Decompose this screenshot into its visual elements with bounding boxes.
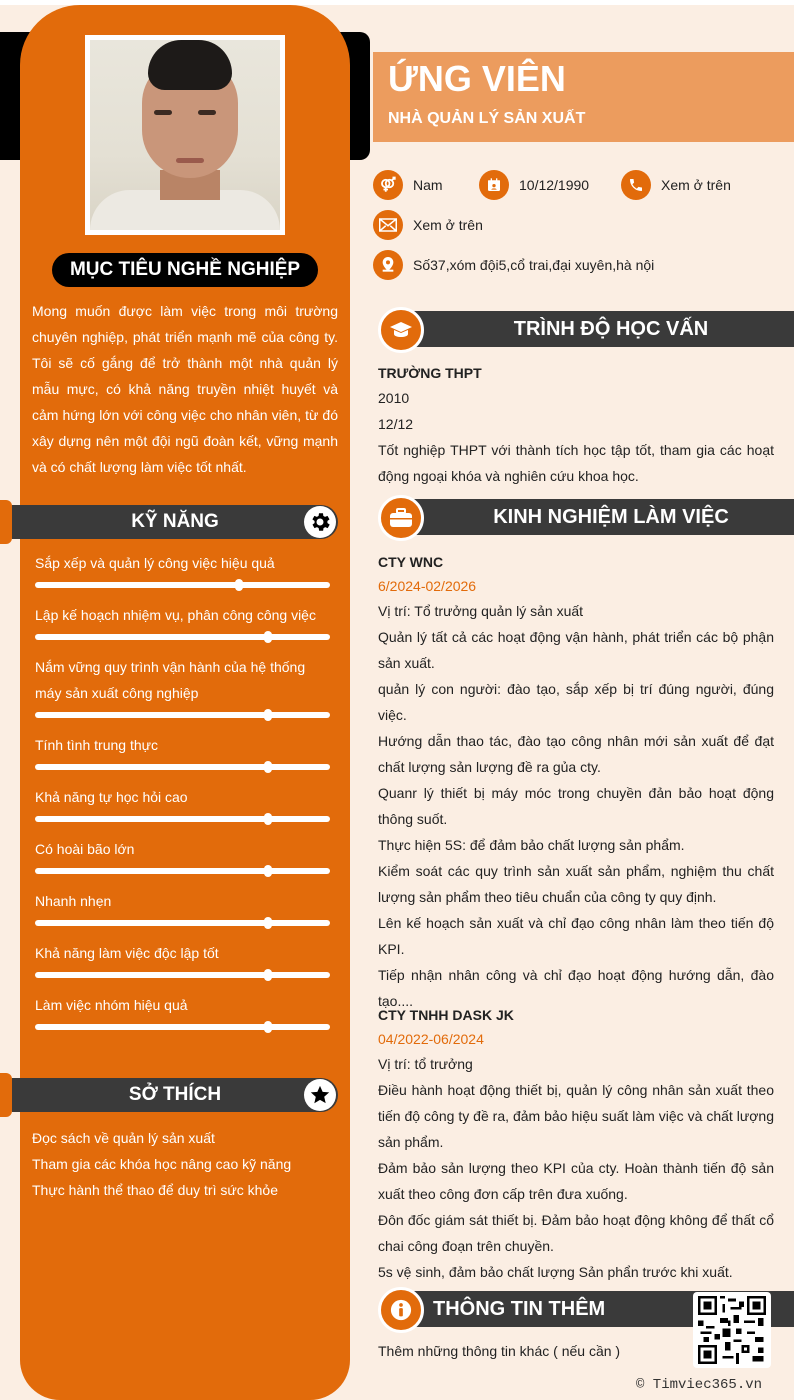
skill-label: Có hoài bão lớn <box>35 841 135 857</box>
job-detail: Thực hiện 5S: để đảm bảo chất lượng sản phẩm. <box>378 837 685 853</box>
cv-page <box>0 5 794 1400</box>
job-detail: quản lý con người: đào tạo, sắp xếp bị trí đúng người, đúng việc. <box>378 681 774 723</box>
skill-bar <box>35 712 330 718</box>
hobbies-heading <box>12 1078 338 1112</box>
skill-bar <box>35 634 330 640</box>
skill-item <box>35 888 330 926</box>
education-block <box>378 361 774 489</box>
skills-tab-accent <box>0 500 12 544</box>
job-period: 6/2024-02/2026 <box>378 578 477 594</box>
school-name: TRƯỜNG THPT <box>378 365 482 381</box>
gear-icon <box>304 506 336 538</box>
skills-heading <box>12 505 338 539</box>
gender-value: Nam <box>413 177 443 193</box>
info-icon <box>378 1287 424 1333</box>
experience-job-2 <box>378 1003 774 1285</box>
job-detail: Đảm bảo sản lượng theo KPI của cty. Hoàn thành tiến độ sản xuất theo công đơn cấp trên đưa xuống. <box>378 1160 774 1202</box>
skill-level-marker <box>264 631 272 643</box>
skill-bar <box>35 582 330 588</box>
star-icon <box>304 1079 336 1111</box>
copyright-footer: © Timviec365.vn <box>636 1377 763 1393</box>
job-detail: Đôn đốc giám sát thiết bị. Đảm bảo hoạt động không để thất cổ chai công đoạn trên chuyền. <box>378 1212 774 1254</box>
contact-gender <box>373 170 443 200</box>
name-header <box>373 52 794 142</box>
skill-level-marker <box>264 969 272 981</box>
job-detail: Tiếp nhận nhân công và chỉ đạo hoạt động hướng dẫn, đào tạo.... <box>378 967 774 1009</box>
job-detail: Quản lý tất cả các hoạt động vận hành, phát triển các bộ phận sản xuất. <box>378 629 774 671</box>
skill-bar <box>35 868 330 874</box>
skill-item <box>35 602 330 640</box>
skills-heading-label: KỸ NĂNG <box>131 511 219 532</box>
skill-label: Nhanh nhẹn <box>35 893 112 909</box>
skill-label: Khả năng làm việc độc lập tốt <box>35 945 219 961</box>
skill-level-marker <box>264 709 272 721</box>
skill-level-marker <box>264 917 272 929</box>
qr-code <box>693 1292 771 1368</box>
additional-info-heading-label: THÔNG TIN THÊM <box>398 1291 794 1327</box>
skill-label: Tính tình trung thực <box>35 737 158 753</box>
skill-item <box>35 732 330 770</box>
address-value: Số37,xóm đội5,cổ trai,đại xuyên,hà nội <box>413 257 655 273</box>
job-period: 04/2022-06/2024 <box>378 1031 484 1047</box>
education-year: 2010 <box>378 390 410 406</box>
experience-job-1 <box>378 550 774 1014</box>
skill-bar <box>35 972 330 978</box>
education-description: Tốt nghiệp THPT với thành tích học tập tốt, tham gia các hoạt động ngoại khóa và nghiên cứu khoa học. <box>378 442 774 484</box>
job-detail: Hướng dẫn thao tác, đào tạo công nhân mới sản xuất để đạt chất lượng sản lượng đề ra gủa cty. <box>378 733 774 775</box>
skill-level-marker <box>264 813 272 825</box>
contact-address <box>373 250 654 280</box>
skill-item <box>35 784 330 822</box>
hobbies-heading-label: SỞ THÍCH <box>128 1084 222 1105</box>
hobbies-tab-accent <box>0 1073 12 1117</box>
phone-value: Xem ở trên <box>661 177 731 193</box>
hobby-item: Đọc sách về quản lý sản xuất <box>32 1130 215 1146</box>
graduation-cap-icon <box>378 307 424 353</box>
contact-birthday <box>479 170 589 200</box>
skill-item <box>35 940 330 978</box>
candidate-name: ỨNG VIÊN <box>388 58 566 99</box>
skill-bar <box>35 1024 330 1030</box>
skill-bar <box>35 764 330 770</box>
objective-text: Mong muốn được làm việc trong môi trường chuyên nghiệp, phát triển mạnh mẽ của công ty. Tôi sẽ cố gắng để trở thành một nhà quản lý mẫu mực, có khả năng truyền nhiệt huyết và cảm hứng lớn với công việc cho nhân viên, từ đó xây dựng nên một đội ngũ đoàn kết, vững mạnh và có chất lượng làm việc tốt nhất. <box>32 303 338 475</box>
skill-level-marker <box>264 865 272 877</box>
education-heading-label: TRÌNH ĐỘ HỌC VẤN <box>398 311 794 347</box>
job-detail: Kiểm soát các quy trình sản xuất sản phẩm, nghiệm thu chất lượng sản phẩm theo tiêu chuẩn của công ty quy định. <box>378 863 774 905</box>
objective-heading: MỤC TIÊU NGHỀ NGHIỆP <box>52 253 318 287</box>
skill-bar <box>35 816 330 822</box>
avatar-frame <box>85 35 285 235</box>
hobbies-list <box>32 1125 338 1203</box>
job-detail: Quanr lý thiết bị máy móc trong chuyền đản bảo hoạt động thông suốt. <box>378 785 774 827</box>
skill-bar <box>35 920 330 926</box>
company-name: CTY WNC <box>378 554 444 570</box>
skill-item <box>35 550 330 588</box>
calendar-icon <box>479 170 509 200</box>
email-value: Xem ở trên <box>413 217 483 233</box>
location-pin-icon <box>373 250 403 280</box>
skill-level-marker <box>264 761 272 773</box>
hobby-item: Tham gia các khóa học nâng cao kỹ năng <box>32 1156 292 1172</box>
experience-heading <box>378 495 794 537</box>
skill-label: Khả năng tự học hỏi cao <box>35 789 188 805</box>
skill-label: Lập kế hoạch nhiệm vụ, phân công công việc <box>35 607 316 623</box>
briefcase-icon <box>378 495 424 541</box>
hobby-item: Thực hành thể thao để duy trì sức khỏe <box>32 1182 278 1198</box>
job-detail: Vị trí: tổ trưởng <box>378 1056 473 1072</box>
skill-label: Nắm vững quy trình vận hành của hệ thống máy sản xuất công nghiệp <box>35 659 306 701</box>
job-detail: Điều hành hoạt động thiết bị, quản lý công nhân sản xuất theo tiến độ công ty đề ra, đảm bảo hiệu suất làm việc và chất lượng sản phẩm. <box>378 1082 774 1150</box>
skill-label: Sắp xếp và quản lý công việc hiệu quả <box>35 555 275 571</box>
skill-item <box>35 654 330 718</box>
education-heading <box>378 307 794 349</box>
experience-heading-label: KINH NGHIỆM LÀM VIỆC <box>398 499 794 535</box>
contact-phone <box>621 170 731 200</box>
phone-icon <box>621 170 651 200</box>
email-icon <box>373 210 403 240</box>
skill-level-marker <box>264 1021 272 1033</box>
skills-list <box>35 550 330 1044</box>
additional-info-text: Thêm những thông tin khác ( nếu cần ) <box>378 1343 621 1359</box>
job-detail: Vị trí: Tổ trưởng quản lý sản xuất <box>378 603 584 619</box>
contact-email <box>373 210 483 240</box>
job-detail: 5s vệ sinh, đảm bảo chất lượng Sản phẩn trước khi xuất. <box>378 1264 733 1280</box>
skill-level-marker <box>235 579 243 591</box>
skill-label: Làm việc nhóm hiệu quả <box>35 997 188 1013</box>
skill-item <box>35 992 330 1030</box>
avatar <box>90 40 280 230</box>
candidate-job-title: NHÀ QUẢN LÝ SẢN XUẤT <box>388 110 586 127</box>
job-detail: Lên kế hoạch sản xuất và chỉ đạo công nhân làm theo tiến độ KPI. <box>378 915 774 957</box>
gender-icon <box>373 170 403 200</box>
education-grade: 12/12 <box>378 416 414 432</box>
birthday-value: 10/12/1990 <box>519 177 590 193</box>
skill-item <box>35 836 330 874</box>
company-name: CTY TNHH DASK JK <box>378 1007 514 1023</box>
